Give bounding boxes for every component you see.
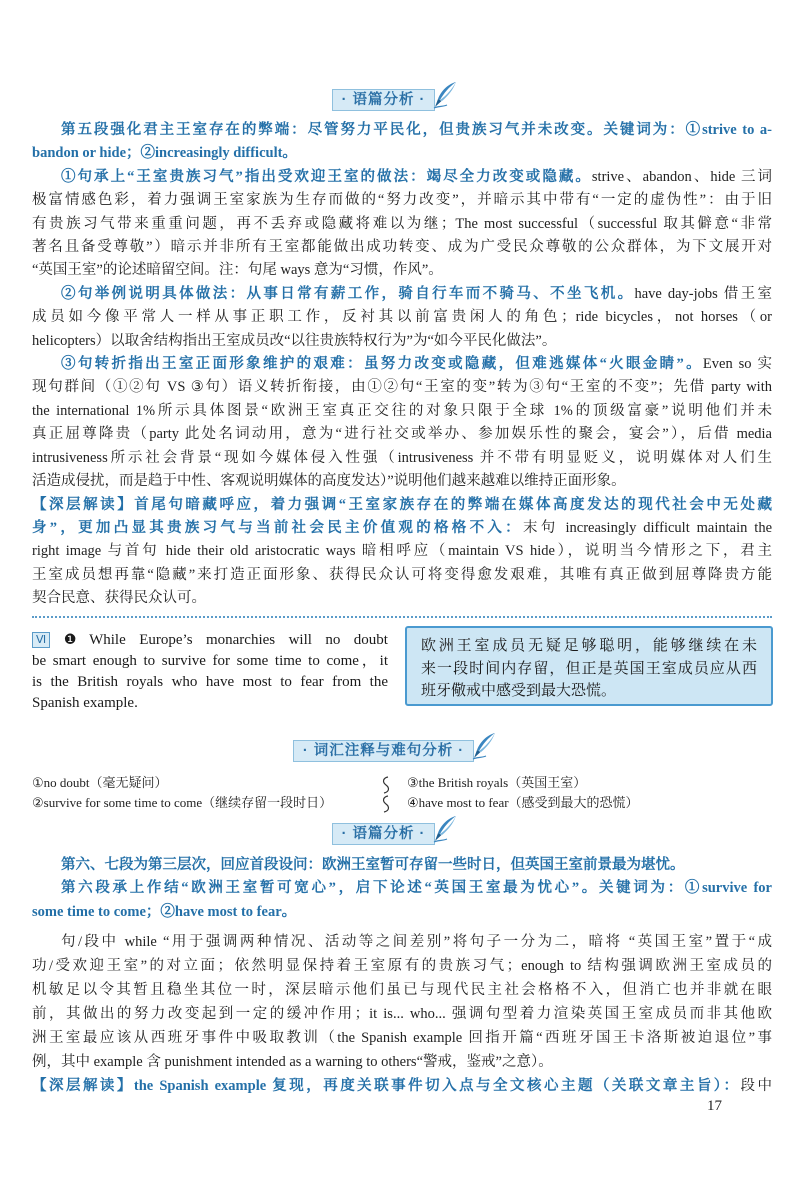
passage-6-english — [32, 630, 388, 714]
section-title: · 词汇注释与难句分析 · — [293, 740, 474, 762]
passage-english-line: is the British royals who have most to fear from the — [32, 674, 388, 690]
layer-summary-line: 第六、七段为第三层次，回应首段设问：欧洲王室暂可存留一些时日，但英国王室前景最为堪忧。 — [61, 857, 685, 873]
analysis-body-line: 前，其做出的努力改变起到一定的缓冲作用；it is... who... 强调句型着力渲染英国王室成员而非其他欧 — [32, 1006, 772, 1022]
deep-reading-line — [32, 1074, 772, 1098]
sentence-3-text: Even so 实 — [702, 356, 773, 373]
sentence-2-analysis-line — [32, 283, 772, 306]
deep-reading-text: 段中 — [740, 1078, 773, 1094]
vocab-column-left — [32, 773, 332, 813]
section-header-analysis-1 — [0, 88, 790, 112]
sentence-1-lead: ①句承上“王室贵族习气”指出受欢迎王室的做法：竭尽全力改变或隐藏。 — [61, 168, 592, 185]
deep-reading-line — [32, 517, 772, 540]
dotted-divider — [32, 616, 772, 618]
sentence-number: ❶ — [54, 632, 87, 648]
sentence-3-analysis-line: 现句群间（①②句 VS ③句）语义转折衔接，由①②句“王室的变”转为③句“王室的不变”；先借 party with — [32, 379, 772, 396]
deep-reading-line: 王室成员想再靠“隐藏”来打造正面形象、获得民众认可将变得愈发艰难，其唯有真正做到屈尊降贵方能 — [32, 566, 772, 583]
vocab-item: ②survive for some time to come（继续存留一段时日） — [32, 795, 333, 810]
sentence-2-analysis-line: helicopters）以取舍结构指出王室成员改“以往贵族特权行为”为“如今平民化做法”。 — [32, 332, 557, 349]
passage-english-line: Spanish example. — [32, 695, 138, 711]
sentence-2-text: have day-jobs 借王室 — [634, 285, 772, 302]
analysis-1-body — [32, 119, 772, 611]
analysis-body-line: 句/段中 while “用于强调两种情况、活动等之间差别”将句子一分为二，暗将 “英国王室”置于“成 — [61, 934, 772, 950]
paragraph-marker: Ⅵ — [32, 632, 50, 648]
page-number: 17 — [707, 1098, 722, 1114]
analysis-2-body — [32, 930, 772, 1098]
deep-reading-lead: 身”，更加凸显其贵族习气与当前社会民主价值观的格格不入： — [32, 519, 523, 536]
sentence-1-analysis-line: “英国王室”的论述暗留空间。注：句尾 ways 意为“习惯，作风”。 — [32, 262, 443, 279]
analysis-body-line: 例，其中 example 含 punishment intended as a warning to others“警戒，鉴戒”之意）。 — [32, 1054, 553, 1070]
analysis-2-leads — [32, 854, 772, 924]
translation-line: 班牙儆戒中感受到最大恐慌。 — [421, 681, 617, 699]
translation-box — [405, 626, 773, 706]
sentence-1-analysis-line: 有贵族习气带来重重问题，再不丢弃或隐藏将难以为继；The most successful（successful 取其僻意“非常 — [32, 215, 772, 232]
section-header-vocab — [0, 739, 790, 763]
section-title: · 语篇分析 · — [332, 89, 436, 111]
quill-pen-icon — [432, 81, 458, 109]
deep-reading-line: 契合民意、获得民众认可。 — [32, 590, 206, 607]
analysis-body-line: 洲王室最应该从西班牙事件中吸取教训（the Spanish example 回指开篇“西班牙国王卡洛斯被迫退位”事 — [32, 1030, 772, 1046]
passage-english-line: be smart enough to survive for some time to come，it — [32, 653, 388, 669]
passage-english-text: While Europe’s monarchies will no doubt — [89, 632, 388, 648]
vocab-column-right — [407, 773, 639, 813]
sentence-1-analysis-line: 极富情感色彩，着力强调王室家族为生存而做的“努力改变”，并暗示其中带有“一定的虚伪性”：由于旧 — [32, 192, 772, 209]
paragraph-5-summary-line: bandon or hide；②increasingly difficult。 — [32, 145, 297, 162]
vocab-item: ③the British royals（英国王室） — [407, 775, 587, 790]
paragraph-6-summary-line: some time to come；②have most to fear。 — [32, 903, 297, 920]
deep-reading-line: 【深层解读】首尾句暗藏呼应，着力强调“王室家族存在的弊端在媒体高度发达的现代社会中无处藏 — [32, 496, 772, 513]
sentence-1-text: strive、abandon、hide 三词 — [591, 168, 772, 185]
translation-line: 来一段时间内存留，但正是英国王室成员应从西 — [421, 658, 757, 677]
squiggle-divider-icon — [380, 775, 392, 815]
section-title: · 语篇分析 · — [332, 823, 436, 845]
translation-line: 欧洲王室成员无疑足够聪明，能够继续在未 — [421, 636, 757, 654]
sentence-2-analysis-line: 成员如今像平常人一样从事正职工作，反衬其以前富贵闲人的角色；ride bicycles，not horses（or — [32, 309, 772, 326]
vocab-item: ①no doubt（毫无疑问） — [32, 775, 168, 790]
vocab-item: ④have most to fear（感受到最大的恐慌） — [407, 795, 639, 810]
sentence-3-analysis-line — [32, 353, 772, 376]
analysis-body-line: 机敏足以令其暂且稳坐其位一时，深层暗示他们虽已与现代民主社会格格不入，但消亡也并非就在眼 — [32, 982, 772, 998]
deep-reading-lead: 【深层解读】the Spanish example 复现，再度关联事件切入点与全文核心主题（关联文章主旨）： — [32, 1078, 741, 1094]
sentence-1-analysis-line — [32, 166, 772, 189]
deep-reading-text: 末句 increasingly difficult maintain the — [522, 519, 773, 536]
passage-english-line — [32, 630, 388, 651]
sentence-2-lead: ②句举例说明具体做法：从事日常有薪工作，骑自行车而不骑马、不坐飞机。 — [61, 285, 635, 302]
sentence-3-analysis-line: intrusiveness所示社会背景“现如今媒体侵入性强（intrusiveness 并不带有明显贬义，说明媒体对人们生 — [32, 449, 772, 466]
sentence-3-analysis-line: 活造成侵扰，而是趋于中性、客观说明媒体的高度发达）”说明他们越来越难以维持正面形象。 — [32, 473, 626, 490]
paragraph-6-summary-line: 第六段承上作结“欧洲王室暂可宽心”，启下论述“英国王室最为忧心”。关键词为：①survive for — [61, 880, 772, 897]
sentence-3-analysis-line: 真正屈尊降贵（party 此处名词动用，意为“进行社交或举办、参加娱乐性的聚会，宴会”），后借 media — [32, 426, 772, 443]
section-header-analysis-2 — [0, 822, 790, 846]
deep-reading-line: right image 与首句 hide their old aristocratic ways 暗相呼应（maintain VS hide），说明当今情形之下，君主 — [32, 543, 772, 560]
quill-pen-icon — [432, 815, 458, 843]
sentence-1-analysis-line: 著名且备受尊敬”）暗示并非所有王室都能做出成功转变、成为广受民众尊敬的公众群体，为下文展开对 — [32, 239, 772, 256]
analysis-body-line: 功/受欢迎王室”的对立面；依然明显保持着王室原有的贵族习气；enough to 结构强调欧洲王室成员的 — [32, 958, 772, 974]
paragraph-5-summary-line: 第五段强化君主王室存在的弊端：尽管努力平民化，但贵族习气并未改变。关键词为：①strive to a- — [61, 122, 772, 138]
quill-pen-icon — [471, 732, 497, 760]
sentence-3-lead: ③句转折指出王室正面形象维护的艰难：虽努力改变或隐藏，但难逃媒体“火眼金睛”。 — [61, 356, 703, 373]
sentence-3-analysis-line: the international 1%所示具体图景“欧洲王室真正交往的对象只限于全球 1%的顶级富豪”说明他们并未 — [32, 402, 772, 419]
